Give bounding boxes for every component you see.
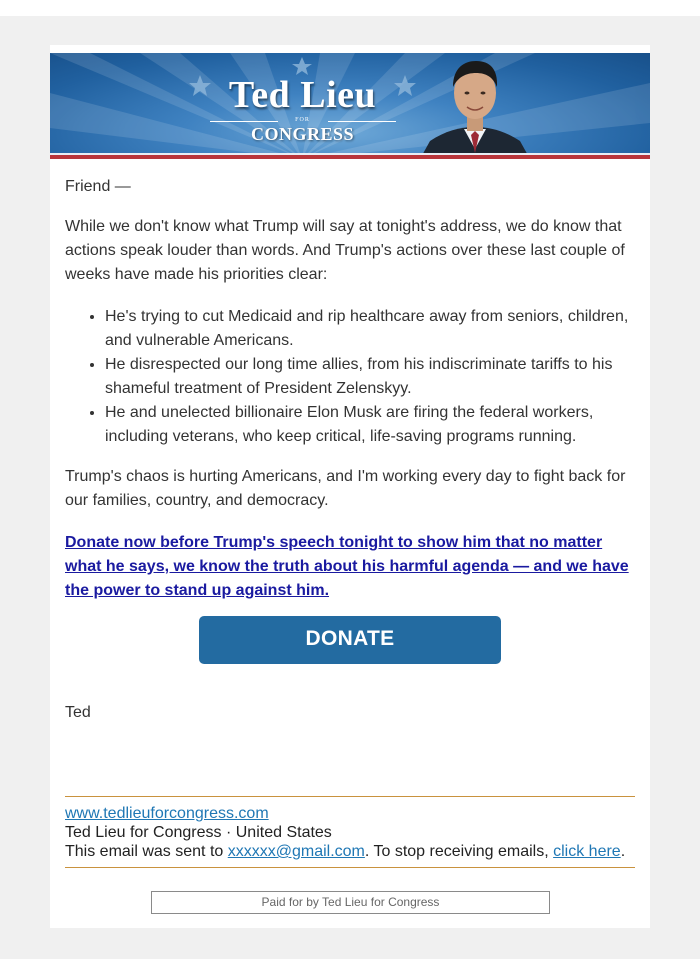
donate-text-link[interactable]: Donate now before Trump's speech tonight to show him that no matter what he says, we know the truth about his harmful agenda — and we have the power to stand up against him.	[65, 534, 629, 599]
footer	[65, 804, 645, 861]
candidate-portrait	[420, 53, 530, 159]
sent-notice	[65, 842, 645, 861]
donate-button[interactable]: DONATE	[199, 616, 501, 664]
sent-suffix: .	[620, 843, 626, 860]
greeting: Friend —	[65, 178, 131, 195]
header-banner	[50, 53, 650, 159]
banner-for-text: FOR	[295, 117, 310, 123]
footer-divider-top	[65, 796, 635, 797]
signoff: Ted	[65, 704, 91, 721]
priorities-list	[65, 305, 635, 449]
list-item: • He and unelected billionaire Elon Musk are firing the federal workers, including veterans, who keep critical, life-saving programs running.	[105, 401, 635, 449]
org-line: Ted Lieu for Congress · United States	[65, 824, 332, 841]
unsubscribe-link[interactable]: click here	[553, 843, 621, 860]
email-card	[50, 45, 650, 928]
list-item: • He's trying to cut Medicaid and rip healthcare away from seniors, children, and vulnerable Americans.	[105, 305, 635, 353]
banner-red-stripe	[50, 155, 650, 159]
recipient-email-link[interactable]: xxxxxx@gmail.com	[227, 843, 365, 860]
sent-prefix: This email was sent to	[65, 843, 228, 860]
sent-middle: . To stop receiving emails,	[364, 843, 554, 860]
list-item: • He disrespected our long time allies, from his indiscriminate tariffs to his shameful treatment of President Zelenskyy.	[105, 353, 635, 401]
email-body	[65, 175, 635, 621]
website-link[interactable]: www.tedlieuforcongress.com	[65, 805, 269, 822]
footer-divider-bottom	[65, 867, 635, 868]
banner-title: Ted Lieu	[228, 74, 377, 116]
top-bar	[0, 0, 700, 16]
closing-paragraph: Trump's chaos is hurting Americans, and I'm working every day to fight back for our families, country, and democracy.	[65, 468, 626, 509]
intro-paragraph: While we don't know what Trump will say at tonight's address, we do know that actions speak louder than words. And Trump's actions over these last couple of weeks have made his priorities clear:	[65, 218, 625, 283]
paid-for-disclaimer: Paid for by Ted Lieu for Congress	[151, 891, 550, 914]
banner-congress-text: CONGRESS	[250, 124, 355, 144]
